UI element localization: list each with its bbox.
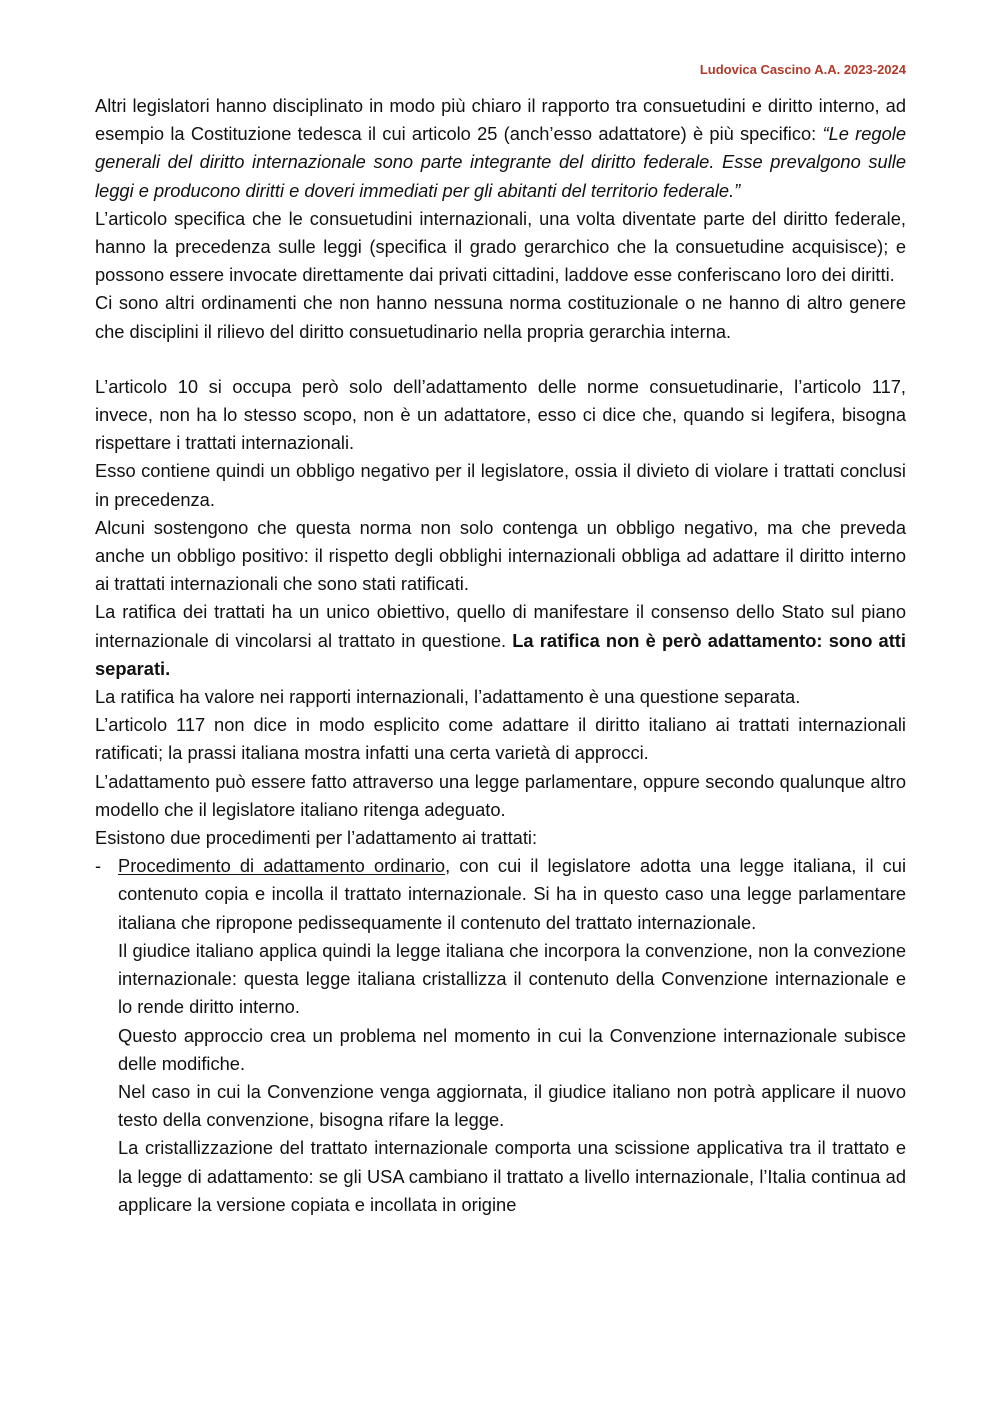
paragraph-ratifica <box>95 598 906 683</box>
page-header-author: Ludovica Cascino A.A. 2023-2024 <box>699 62 906 77</box>
paragraph-text: Altri legislatori hanno disciplinato in modo più chiaro il rapporto tra consuetudini e diritto interno, ad esempio la Costituzione tedesca il cui articolo 25 (anch’esso adattatore) è più specifico: <box>95 95 906 145</box>
paragraph: Esistono due procedimenti per l’adattamento ai trattati: <box>95 827 538 849</box>
document-body <box>95 92 906 1219</box>
paragraph: L’articolo specifica che le consuetudini internazionali, una volta diventate parte del diritto federale, hanno la precedenza sulle leggi (specifica il grado gerarchico che la consuetudine acquisisce); e possono essere invocate direttamente dai privati cittadini, laddove esse conferiscano loro dei diritti. <box>95 207 906 286</box>
quote-article-25: “Le regole generali del diritto internazionale sono parte integrante del diritto federale. Esse prevalgono sulle leggi e producono diritti e doveri immediati per gli abitanti del territorio federale.” <box>95 123 906 201</box>
paragraph: Alcuni sostengono che questa norma non solo contenga un obbligo negativo, ma che preveda anche un obbligo positivo: il rispetto degli obblighi internazionali obbliga ad adattare il diritto interno ai trattati internazionali che sono stati ratificati. <box>95 516 906 595</box>
underlined-term: Procedimento di adattamento ordinario <box>118 855 446 877</box>
paragraph: L’articolo 117 non dice in modo esplicito come adattare il diritto italiano ai trattati internazionali ratificati; la prassi italiana mostra infatti una certa varietà di approcci. <box>95 714 906 764</box>
paragraph-german-constitution <box>95 92 906 205</box>
paragraph-text: La ratifica dei trattati ha un unico obiettivo, quello di manifestare il consenso dello Stato sul piano internazionale di vincolarsi al trattato in questione. <box>95 601 906 651</box>
paragraph: Esso contiene quindi un obbligo negativo per il legislatore, ossia il divieto di violare i trattati conclusi in precedenza. <box>95 460 906 510</box>
list-sub-paragraph: Nel caso in cui la Convenzione venga aggiornata, il giudice italiano non potrà applicare il nuovo testo della convenzione, bisogna rifare la legge. <box>118 1080 906 1131</box>
paragraph: L’articolo 10 si occupa però solo dell’adattamento delle norme consuetudinarie, l’articolo 117, invece, non ha lo stesso scopo, non è un adattatore, esso ci dice che, quando si legifera, bisogna rispettare i trattati internazionali. <box>95 375 906 454</box>
list-sub-paragraph: Questo approccio crea un problema nel momento in cui la Convenzione internazionale subisce delle modifiche. <box>118 1024 906 1074</box>
list-item-text <box>118 852 906 937</box>
list-item-rest: , con cui il legislatore adotta una legge italiana, il cui contenuto copia e incolla il trattato internazionale. Si ha in questo caso una legge parlamentare italiana che ripropone pedissequamente il contenuto del trattato internazionale. <box>118 855 907 933</box>
list-sub-paragraph: La cristallizzazione del trattato internazionale comporta una scissione applicativa tra il trattato e la legge di adattamento: se gli USA cambiano il trattato a livello internazionale, l’Italia continua ad applicare la versione copiata e incollata in origine <box>118 1137 906 1215</box>
list-sub-paragraph: Il giudice italiano applica quindi la legge italiana che incorpora la convenzione, non la convezione internazionale: questa legge italiana cristallizza il contenuto della Convenzione internazionale e lo rende diritto interno. <box>118 939 906 1018</box>
list-dash: - <box>95 855 102 877</box>
paragraph: L’adattamento può essere fatto attraverso una legge parlamentare, oppure secondo qualunque altro modello che il legislatore italiano ritenga adeguato. <box>95 770 906 820</box>
list-item-procedimento-ordinario <box>95 852 906 1219</box>
bold-statement: La ratifica non è però adattamento: sono atti separati. <box>95 629 906 679</box>
paragraph-spacer <box>95 346 906 373</box>
paragraph: Ci sono altri ordinamenti che non hanno nessuna norma costituzionale o ne hanno di altro genere che disciplini il rilievo del diritto consuetudinario nella propria gerarchia interna. <box>95 292 906 342</box>
paragraph: La ratifica ha valore nei rapporti internazionali, l’adattamento è una questione separata. <box>95 686 801 708</box>
